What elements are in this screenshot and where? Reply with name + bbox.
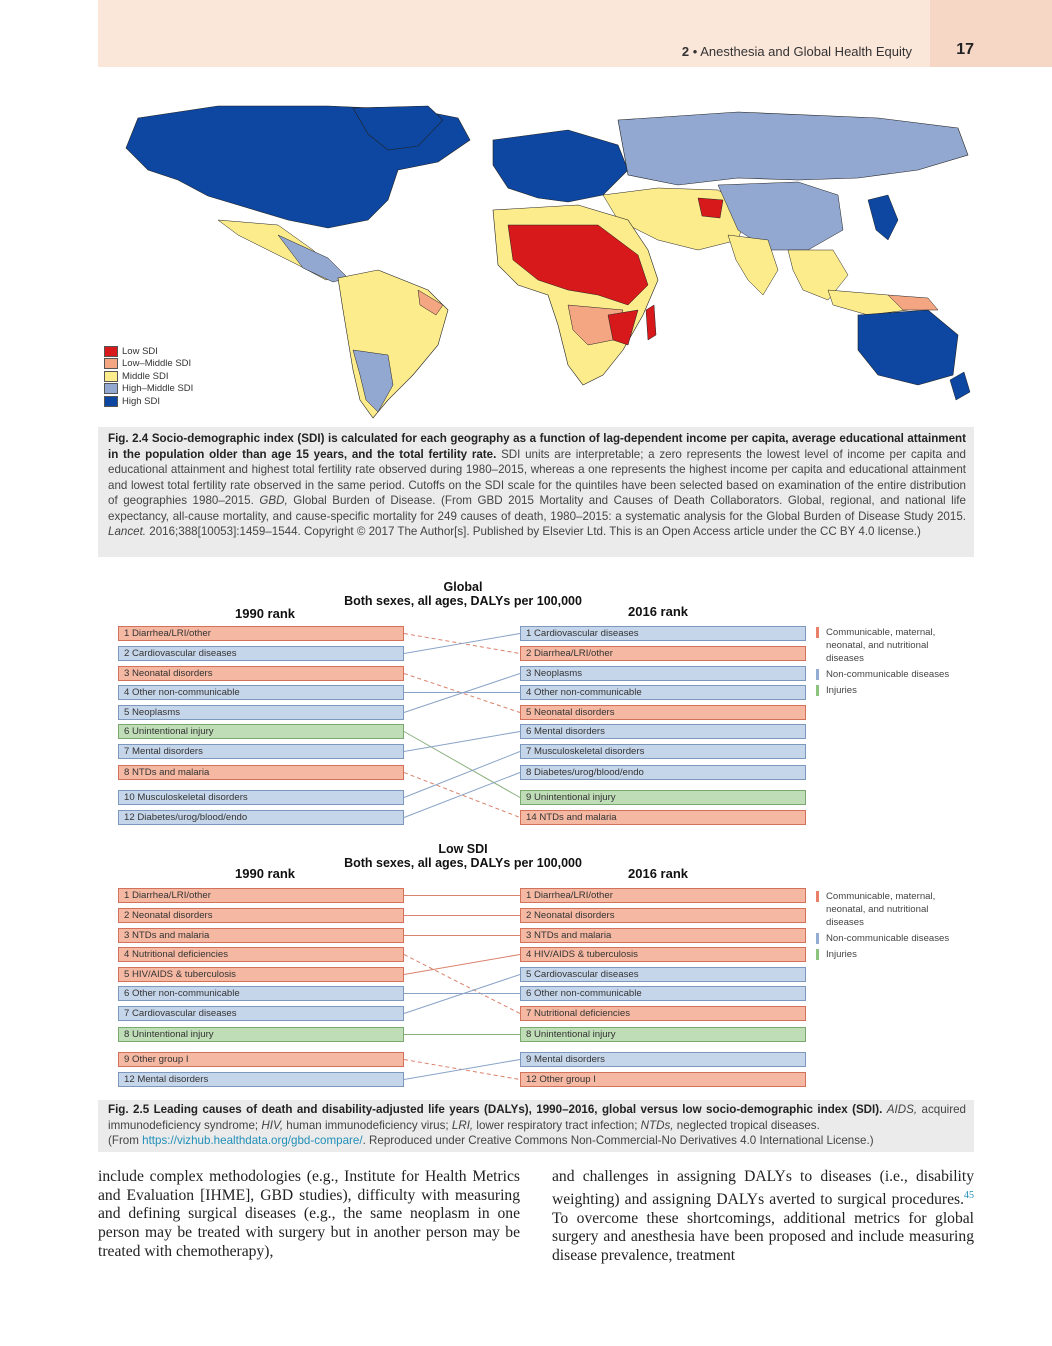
rank-bar-2016: 6 Other non-communicable xyxy=(520,986,806,1001)
right-rank-heading: 2016 rank xyxy=(628,604,688,619)
legend-swatch xyxy=(104,346,118,357)
legend-swatch xyxy=(104,358,118,369)
chart-title: Low SDI Both sexes, all ages, DALYs per 100,000 xyxy=(344,842,582,870)
abbr-definition: acquired immunodeficiency syndrome; xyxy=(108,1103,966,1132)
rank-bar-2016: 3 NTDs and malaria xyxy=(520,928,806,943)
world-map-graphic xyxy=(98,100,974,420)
legend-label: Low–Middle SDI xyxy=(122,358,192,370)
legend-swatch xyxy=(104,371,118,382)
rank-bar-1990: 8 Unintentional injury xyxy=(118,1027,404,1042)
caption-source-2: 2016;388[10053]:1459–1544. Copyright © 2017 The Author[s]. Published by Elsevier Ltd. This is an Open Access article under the CC BY 4.0 license.) xyxy=(149,525,921,538)
legend-label: Middle SDI xyxy=(122,370,169,382)
rank-change-line xyxy=(404,752,520,798)
left-rank-heading: 1990 rank xyxy=(235,606,295,621)
legend-marker xyxy=(816,933,819,944)
rank-bar-1990: 12 Diabetes/urog/blood/endo xyxy=(118,810,404,825)
category-legend-item xyxy=(816,932,966,945)
map-legend xyxy=(104,345,193,408)
caption-body: SDI units are interpretable; a zero represents the lowest level of income per capita and educational attainment and highest total fertility rate observed during 1980–2015, whereas a one represents the highest income per capita and educational attainment and lowest total fertility rate observed in the same period. Cutoffs on the SDI scale for the quintiles have been selected based on examination of the entire distribution of geographies 1980–2015. xyxy=(108,447,966,507)
rank-bar-1990: 1 Diarrhea/LRI/other xyxy=(118,888,404,903)
legend-label: High–Middle SDI xyxy=(122,383,194,395)
legend-marker xyxy=(816,627,819,638)
rank-change-line xyxy=(404,955,520,1014)
caption-bold: Socio-demographic index (SDI) is calculated for each geography as a function of lag-dependent income per capita, average educational attainment in the population older than age 15 years, and the total fertility rate. xyxy=(108,432,966,461)
rank-bar-2016: 14 NTDs and malaria xyxy=(520,810,806,825)
rank-bar-1990: 2 Neonatal disorders xyxy=(118,908,404,923)
rank-bar-2016: 7 Musculoskeletal disorders xyxy=(520,744,806,759)
rank-bar-2016: 1 Diarrhea/LRI/other xyxy=(520,888,806,903)
figure-label: Fig. 2.5 xyxy=(108,1103,150,1116)
rank-bar-1990: 3 Neonatal disorders xyxy=(118,666,404,681)
rank-bar-2016: 12 Other group I xyxy=(520,1072,806,1087)
rank-bar-2016: 4 Other non-communicable xyxy=(520,685,806,700)
rank-bar-1990: 6 Unintentional injury xyxy=(118,724,404,739)
abbr-term: NTDs, xyxy=(640,1118,674,1132)
rank-bar-1990: 12 Mental disorders xyxy=(118,1072,404,1087)
rank-bar-2016: 9 Mental disorders xyxy=(520,1052,806,1067)
legend-label: Injuries xyxy=(826,685,857,696)
rank-change-line xyxy=(404,955,520,975)
figure-label: Fig. 2.4 xyxy=(108,432,149,445)
category-legend-item xyxy=(816,948,966,961)
rank-bar-1990: 9 Other group I xyxy=(118,1052,404,1067)
abbr-definition: neglected tropical diseases. xyxy=(673,1118,820,1132)
legend-marker xyxy=(816,685,819,696)
rank-bar-2016: 9 Unintentional injury xyxy=(520,790,806,805)
page-number: 17 xyxy=(956,41,974,58)
map-legend-item xyxy=(104,370,193,383)
caption-journal: Lancet. xyxy=(108,525,147,538)
rank-bar-1990: 4 Nutritional deficiencies xyxy=(118,947,404,962)
low-sdi-rank-chart xyxy=(98,840,974,1095)
map-legend-item xyxy=(104,383,193,396)
rank-bar-1990: 4 Other non-communicable xyxy=(118,685,404,700)
rank-bar-2016: 6 Mental disorders xyxy=(520,724,806,739)
legend-label: Low SDI xyxy=(122,345,158,357)
rank-bar-2016: 4 HIV/AIDS & tuberculosis xyxy=(520,947,806,962)
rank-bar-1990: 7 Cardiovascular diseases xyxy=(118,1006,404,1021)
right-rank-heading: 2016 rank xyxy=(628,866,688,881)
rank-bar-2016: 5 Neonatal disorders xyxy=(520,705,806,720)
legend-marker xyxy=(816,949,819,960)
chapter-title: 2 • Anesthesia and Global Health Equity xyxy=(681,44,912,59)
figure-2-5-caption xyxy=(98,1100,974,1152)
abbr-definition: human immunodeficiency virus; xyxy=(283,1118,452,1132)
rank-bar-2016: 8 Diabetes/urog/blood/endo xyxy=(520,765,806,780)
rank-bar-1990: 5 HIV/AIDS & tuberculosis xyxy=(118,967,404,982)
rank-bar-1990: 2 Cardiovascular diseases xyxy=(118,646,404,661)
rank-bar-2016: 2 Diarrhea/LRI/other xyxy=(520,646,806,661)
map-legend-item xyxy=(104,358,193,371)
left-rank-heading: 1990 rank xyxy=(235,866,295,881)
legend-swatch xyxy=(104,383,118,394)
world-sdi-map xyxy=(98,100,974,420)
caption-abbr-def: Global Burden of Disease. xyxy=(293,494,436,507)
body-text-right: and challenges in assigning DALYs to diseases (i.e., disability weighting) and assigning DALYs averted to surgical procedures.$^{45}$ To overcome these shortcomings, additional metrics for global surgery and anesthesia have been proposed and include measuring disease prevalence, treatment xyxy=(552,1168,974,1264)
body-text-left: include complex methodologies (e.g., Institute for Health Metrics and Evaluation [IHME], GBD studies), difficulty with measuring and defining surgical diseases (e.g., the same neoplasm in one person may be treated with surgery but in another person may be treated with chemotherapy), xyxy=(98,1168,520,1260)
legend-label: Non-communicable diseases xyxy=(826,669,950,680)
rank-bar-2016: 8 Unintentional injury xyxy=(520,1027,806,1042)
legend-label: Communicable, maternal, neonatal, and nutritional diseases xyxy=(826,891,936,928)
caption-abbr: GBD, xyxy=(259,494,288,507)
chart-title: Global Both sexes, all ages, DALYs per 100,000 xyxy=(344,580,582,608)
rank-bar-2016: 7 Nutritional deficiencies xyxy=(520,1006,806,1021)
category-legend-item xyxy=(816,626,966,665)
global-rank-chart xyxy=(98,578,974,833)
category-legend xyxy=(816,626,966,700)
abbr-term: LRI, xyxy=(451,1118,474,1132)
rank-bar-1990: 7 Mental disorders xyxy=(118,744,404,759)
legend-marker xyxy=(816,669,819,680)
rank-bar-1990: 5 Neoplasms xyxy=(118,705,404,720)
reference-link[interactable]: 45 xyxy=(964,1189,974,1201)
rank-bar-1990: 6 Other non-communicable xyxy=(118,986,404,1001)
category-legend xyxy=(816,890,966,964)
legend-label: Communicable, maternal, neonatal, and nutritional diseases xyxy=(826,627,936,664)
legend-label: High SDI xyxy=(122,395,161,407)
rank-bar-1990: 3 NTDs and malaria xyxy=(118,928,404,943)
figure-2-4-caption xyxy=(98,427,974,557)
abbr-definition: lower respiratory tract infection; xyxy=(473,1118,641,1132)
legend-label: Non-communicable diseases xyxy=(826,933,950,944)
caption-source: (From GBD 2015 Mortality and Causes of Death Collaborators. Global, regional, and national life expectancy, all-cause mortality, and cause-specific mortality for 249 causes of death, 1980–2015: a systematic analysis for the Global Burden of Disease Study 2015. xyxy=(108,494,966,523)
caption-source-pre: (From xyxy=(108,1134,143,1147)
map-legend-item xyxy=(104,395,193,408)
rank-bar-1990: 1 Diarrhea/LRI/other xyxy=(118,626,404,641)
rank-bar-2016: 1 Cardiovascular diseases xyxy=(520,626,806,641)
rank-bar-2016: 3 Neoplasms xyxy=(520,666,806,681)
legend-swatch xyxy=(104,396,118,407)
legend-label: Injuries xyxy=(826,949,857,960)
category-legend-item xyxy=(816,890,966,929)
caption-source-post: . Reproduced under Creative Commons Non-Commercial-No Derivatives 4.0 International License.) xyxy=(362,1134,874,1147)
rank-bar-1990: 8 NTDs and malaria xyxy=(118,765,404,780)
legend-marker xyxy=(816,891,819,902)
category-legend-item xyxy=(816,668,966,681)
caption-bold: Leading causes of death and disability-adjusted life years (DALYs), 1990–2016, global versus low socio-demographic index (SDI). xyxy=(153,1103,883,1116)
rank-bar-2016: 5 Cardiovascular diseases xyxy=(520,967,806,982)
rank-bar-2016: 2 Neonatal disorders xyxy=(520,908,806,923)
page-number-box xyxy=(930,0,1052,67)
rank-bar-1990: 10 Musculoskeletal disorders xyxy=(118,790,404,805)
abbr-term: AIDS, xyxy=(886,1103,918,1116)
category-legend-item xyxy=(816,684,966,697)
abbr-term: HIV, xyxy=(261,1118,284,1132)
map-legend-item xyxy=(104,345,193,358)
source-link[interactable]: https://vizhub.healthdata.org/gbd-compare/ xyxy=(142,1134,363,1147)
